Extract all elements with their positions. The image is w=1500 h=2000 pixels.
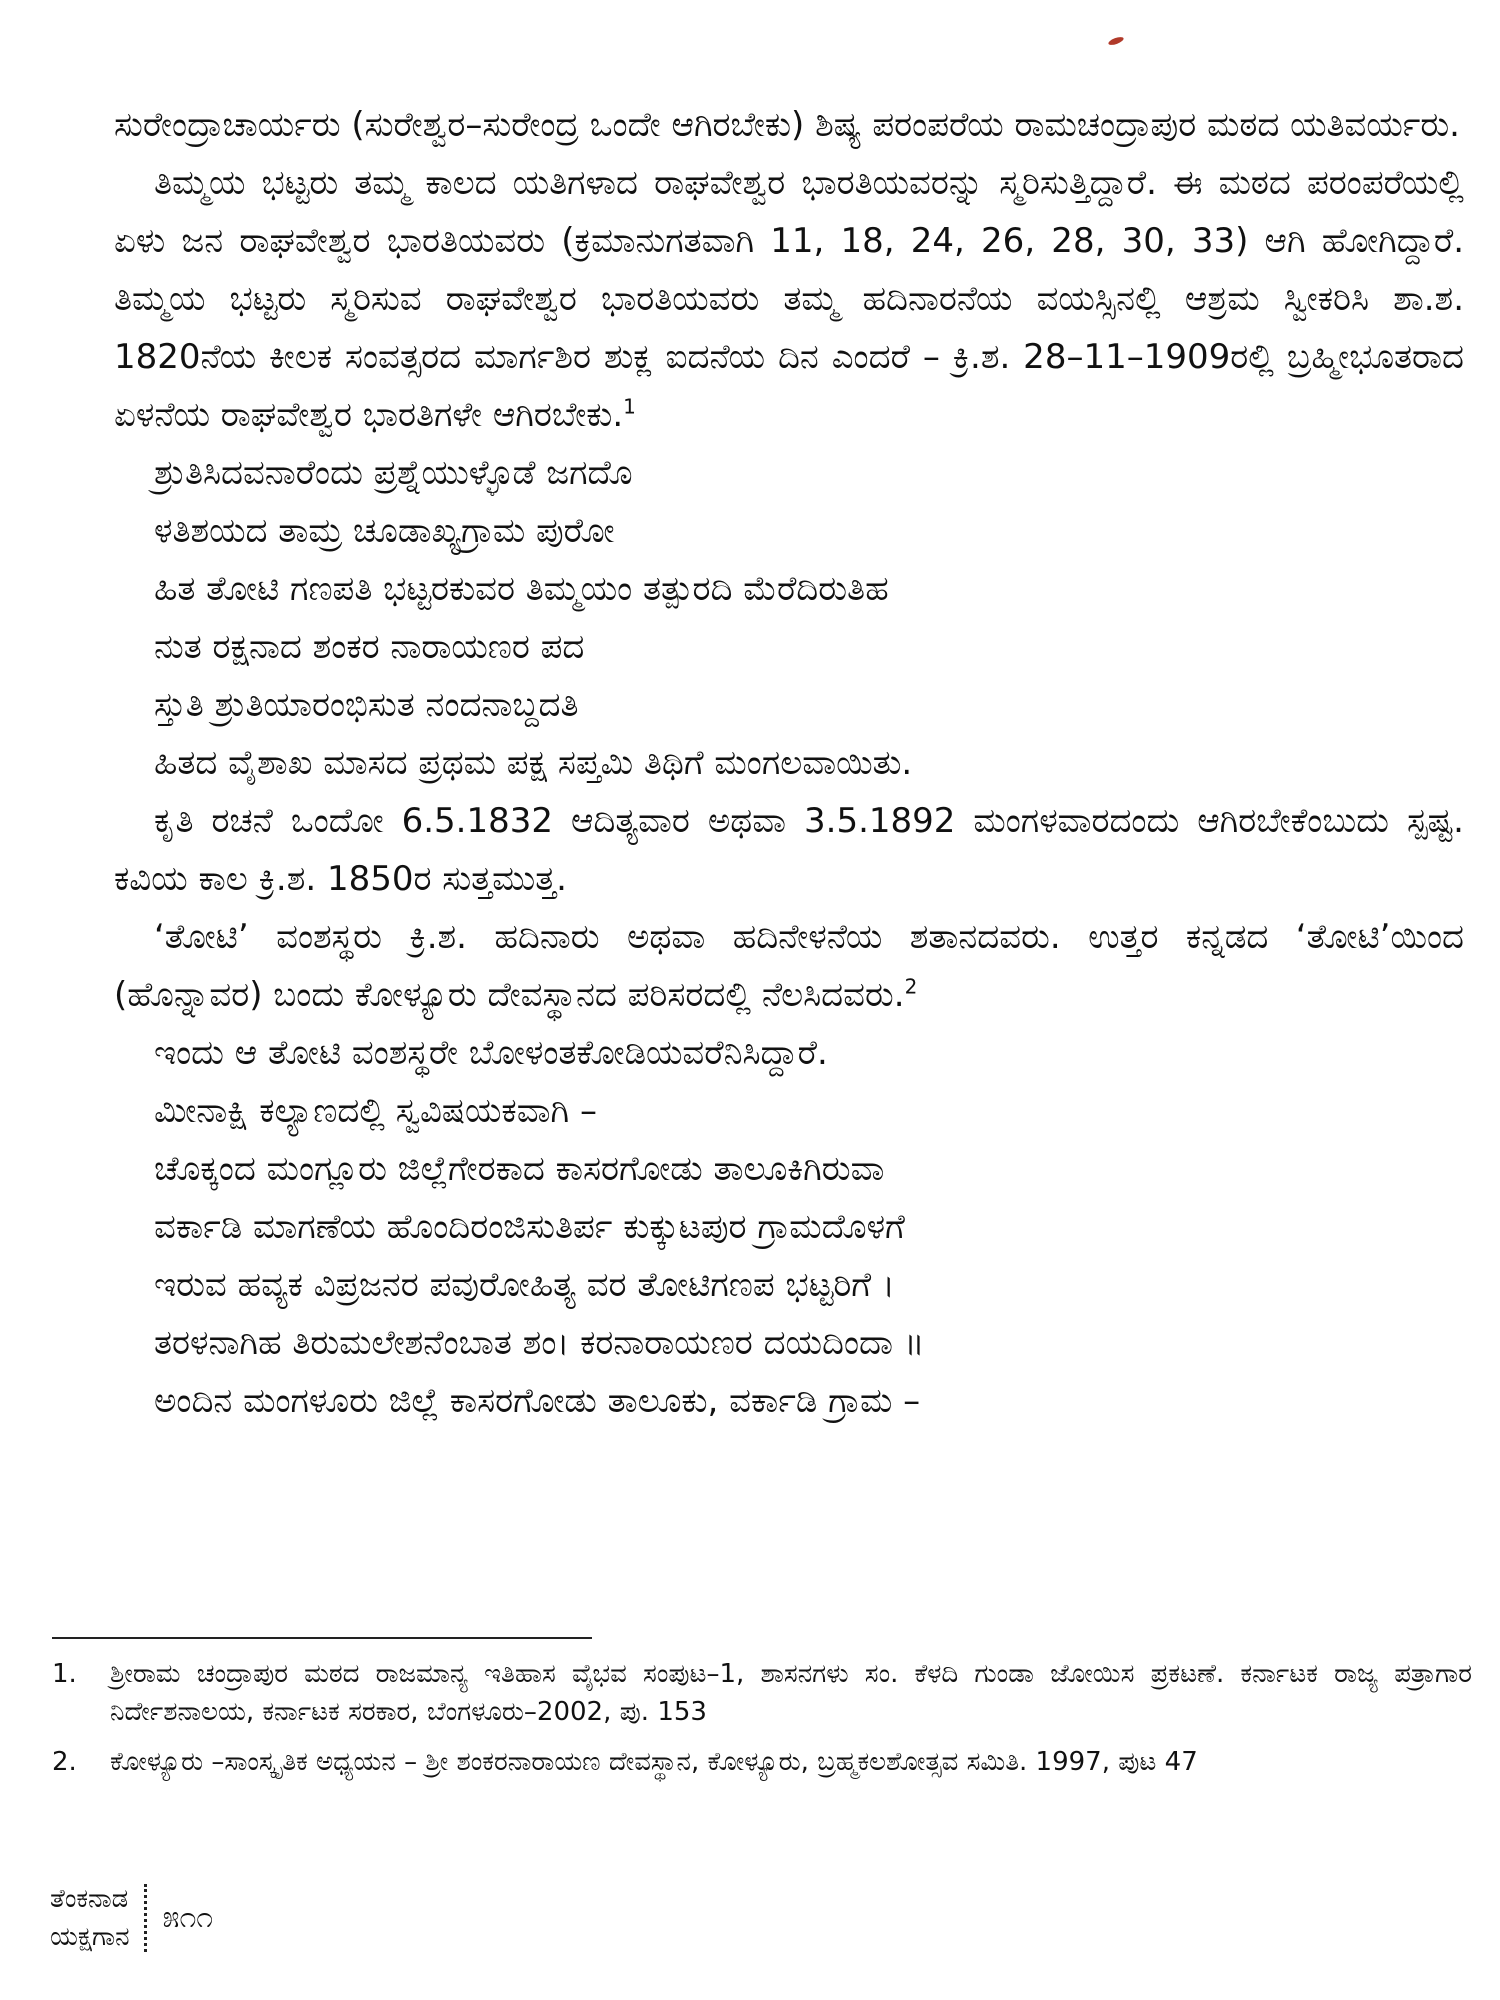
paragraph-text: ‘ತೋಟಿ’ ವಂಶಸ್ಥರು ಕ್ರಿ.ಶ. ಹದಿನಾರು ಅಥವಾ ಹದಿನೇಳನೆಯ ಶತಾನದವರು. ಉತ್ತರ ಕನ್ನಡದ ‘ತೋಟಿ’ಯಿಂದ (ಹೊನ್ನಾವರ) ಬಂದು ಕೋಳ್ಯೂರು ದೇವಸ್ಥಾನದ ಪರಿಸರದಲ್ಲಿ ನೆಲಸಿದವರು. xyxy=(114,917,1464,1015)
footnote-ref: 2 xyxy=(904,974,918,999)
footnotes xyxy=(52,1655,1472,1793)
verse-line: ಇಂದು ಆ ತೋಟಿ ವಂಶಸ್ಥರೇ ಬೋಳಂತಕೋಡಿಯವರೆನಿಸಿದ್ದಾರೆ. xyxy=(154,1033,828,1073)
paragraph xyxy=(114,908,1464,1024)
page-number: ೫೧೧ xyxy=(162,1900,214,1935)
verse-line: ಳತಿಶಯದ ತಾಮ್ರ ಚೂಡಾಖ್ಯಗ್ರಾಮ ಪುರೋ xyxy=(154,511,615,551)
footnote-number: 1. xyxy=(52,1659,77,1689)
book-title-line: ತೆಂಕನಾಡ xyxy=(50,1884,129,1914)
footnote-text: ಶ್ರೀರಾಮ ಚಂದ್ರಾಪುರ ಮಠದ ರಾಜಮಾನ್ಯ ಇತಿಹಾಸ ವೈಭವ ಸಂಪುಟ–1, ಶಾಸನಗಳು ಸಂ. ಕೆಳದಿ ಗುಂಡಾ ಜೋಯಿಸ ಪ್ರಕಟಣೆ. ಕರ್ನಾಟಕ ರಾಜ್ಯ ಪತ್ರಾಗಾರ ನಿರ್ದೇಶನಾಲಯ, ಕರ್ನಾಟಕ ಸರಕಾರ, ಬೆಂಗಳೂರು–2002, ಪು. 153 xyxy=(110,1659,1472,1727)
verse-line: ಇರುವ ಹವ್ಯಕ ವಿಪ್ರಜನರ ಪವುರೋಹಿತ್ಯ ವರ ತೋಟಿಗಣಪ ಭಟ್ಟರಿಗೆ । xyxy=(154,1265,895,1305)
paragraph xyxy=(114,792,1464,908)
verse-line: ಚೊಕ್ಕಂದ ಮಂಗ್ಲೂರು ಜಿಲ್ಲೆಗೇರಕಾದ ಕಾಸರಗೋಡು ತಾಲೂಕಿಗಿರುವಾ xyxy=(154,1149,885,1189)
paragraph xyxy=(114,154,1464,444)
verse-line: ವರ್ಕಾಡಿ ಮಾಗಣೆಯ ಹೊಂದಿರಂಜಿಸುತಿರ್ಪ ಕುಕ್ಕುಟಪುರ ಗ್ರಾಮದೊಳಗೆ xyxy=(154,1207,905,1247)
book-title-line: ಯಕ್ಷಗಾನ xyxy=(50,1922,130,1952)
footnote-number: 2. xyxy=(52,1747,77,1777)
verse-line: ತರಳನಾಗಿಹ ತಿರುಮಲೇಶನೆಂಬಾತ ಶಂ। ಕರನಾರಾಯಣರ ದಯದಿಂದಾ ॥ xyxy=(154,1323,925,1363)
verse-line: ಸ್ತುತಿ ಶ್ರುತಿಯಾರಂಭಿಸುತ ನಂದನಾಬ್ದದತಿ xyxy=(154,685,579,725)
paragraph-text: ಸುರೇಂದ್ರಾಚಾರ್ಯರು (ಸುರೇಶ್ವರ–ಸುರೇಂದ್ರ ಒಂದೇ ಆಗಿರಬೇಕು) ಶಿಷ್ಯ ಪರಂಪರೆಯ ರಾಮಚಂದ್ರಾಪುರ ಮಠದ ಯತಿವರ್ಯರು. xyxy=(114,105,1460,145)
paragraph xyxy=(114,96,1464,154)
paragraph-text: ಕೃತಿ ರಚನೆ ಒಂದೋ 6.5.1832 ಆದಿತ್ಯವಾರ ಅಥವಾ 3.5.1892 ಮಂಗಳವಾರದಂದು ಆಗಿರಬೇಕೆಂಬುದು ಸ್ಪಷ್ಟ. ಕವಿಯ ಕಾಲ ಕ್ರಿ.ಶ. 1850ರ ಸುತ್ತಮುತ್ತ. xyxy=(114,801,1464,899)
footnote-ref: 1 xyxy=(623,394,636,419)
verse-line: ಹಿತ ತೋಟಿ ಗಣಪತಿ ಭಟ್ಟರಕುವರ ತಿಮ್ಮಯಂ ತತ್ಪುರದಿ ಮೆರೆದಿರುತಿಹ xyxy=(154,569,889,609)
footnote xyxy=(52,1655,1472,1731)
body-text xyxy=(114,96,1464,1430)
footer-separator xyxy=(144,1884,147,1952)
footnote xyxy=(52,1743,1472,1781)
running-footer xyxy=(50,1880,213,1956)
book-title xyxy=(50,1880,130,1956)
footnote-text: ಕೋಳ್ಯೂರು –ಸಾಂಸ್ಕೃತಿಕ ಅಧ್ಯಯನ – ಶ್ರೀ ಶಂಕರನಾರಾಯಣ ದೇವಸ್ಥಾನ, ಕೋಳ್ಯೂರು, ಬ್ರಹ್ಮಕಲಶೋತ್ಸವ ಸಮಿತಿ. 1997, ಪುಟ 47 xyxy=(110,1747,1198,1777)
verse-line: ಶ್ರುತಿಸಿದವನಾರೆಂದು ಪ್ರಶ್ನೆಯುಳ್ಳೊಡೆ ಜಗದೊ xyxy=(154,453,633,493)
verse-line: ಹಿತದ ವೈಶಾಖ ಮಾಸದ ಪ್ರಥಮ ಪಕ್ಷ ಸಪ್ತಮಿ ತಿಥಿಗೆ ಮಂಗಲವಾಯಿತು. xyxy=(154,743,913,783)
verse-line: ಮೀನಾಕ್ಷಿ ಕಲ್ಯಾಣದಲ್ಲಿ ಸ್ವವಿಷಯಕವಾಗಿ – xyxy=(154,1091,597,1131)
footnote-divider xyxy=(52,1637,592,1639)
verse-line: ನುತ ರಕ್ಷನಾದ ಶಂಕರ ನಾರಾಯಣರ ಪದ xyxy=(154,627,585,667)
verse-line: ಅಂದಿನ ಮಂಗಳೂರು ಜಿಲ್ಲೆ ಕಾಸರಗೋಡು ತಾಲೂಕು, ವರ್ಕಾಡಿ ಗ್ರಾಮ – xyxy=(154,1381,921,1421)
paragraph-text: ತಿಮ್ಮಯ ಭಟ್ಟರು ತಮ್ಮ ಕಾಲದ ಯತಿಗಳಾದ ರಾಘವೇಶ್ವರ ಭಾರತಿಯವರನ್ನು ಸ್ಮರಿಸುತ್ತಿದ್ದಾರೆ. ಈ ಮಠದ ಪರಂಪರೆಯಲ್ಲಿ ಏಳು ಜನ ರಾಘವೇಶ್ವರ ಭಾರತಿಯವರು (ಕ್ರಮಾನುಗತವಾಗಿ 11, 18, 24, 26, 28, 30, 33) ಆಗಿ ಹೋಗಿದ್ದಾರೆ. ತಿಮ್ಮಯ ಭಟ್ಟರು ಸ್ಮರಿಸುವ ರಾಘವೇಶ್ವರ ಭಾರತಿಯವರು ತಮ್ಮ ಹದಿನಾರನೆಯ ವಯಸ್ಸಿನಲ್ಲಿ ಆಶ್ರಮ ಸ್ವೀಕರಿಸಿ ಶಾ.ಶ. 1820ನೆಯ ಕೀಲಕ ಸಂವತ್ಸರದ ಮಾರ್ಗಶಿರ ಶುಕ್ಲ ಐದನೆಯ ದಿನ ಎಂದರೆ – ಕ್ರಿ.ಶ. 28–11–1909ರಲ್ಲಿ ಬ್ರಹ್ಮೀಭೂತರಾದ ಏಳನೆಯ ರಾಘವೇಶ್ವರ ಭಾರತಿಗಳೇ ಆಗಿರಬೇಕು. xyxy=(114,163,1464,435)
page-mark xyxy=(1107,35,1124,46)
